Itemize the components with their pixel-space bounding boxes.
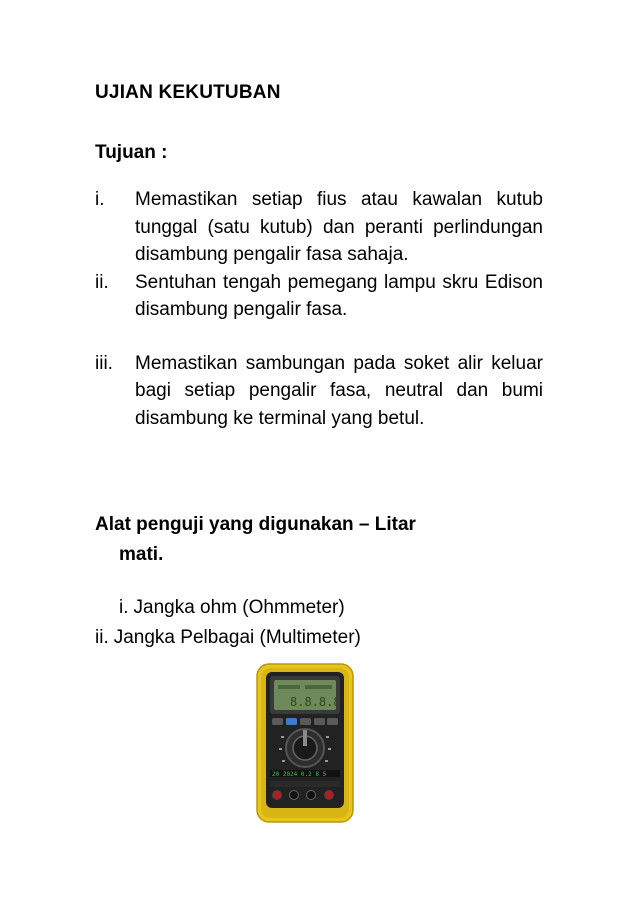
list-marker: ii.	[95, 271, 109, 293]
tools-list	[95, 593, 361, 653]
list-item-text: Jangka ohm (Ohmmeter)	[133, 597, 345, 618]
list-item-text: Memastikan sambungan pada soket alir keluar bagi setiap pengalir fasa, neutral dan bumi disambung ke terminal yang betul.	[135, 352, 543, 429]
svg-text:8.8.8.8: 8.8.8.8	[290, 695, 341, 709]
tools-heading-line1: Alat penguji yang digunakan – Litar	[95, 514, 416, 535]
list-item	[95, 593, 361, 623]
page-title: UJIAN KEKUTUBAN	[95, 82, 281, 103]
objectives-list	[95, 186, 543, 432]
multimeter-drawing	[255, 662, 355, 824]
svg-text:20 2024 0.2 8 5: 20 2024 0.2 8 5	[272, 771, 327, 778]
objectives-heading: Tujuan :	[95, 142, 168, 163]
list-item-text: Jangka Pelbagai (Multimeter)	[113, 627, 361, 648]
list-item	[95, 269, 543, 324]
list-item-text: Memastikan setiap fius atau kawalan kutub tunggal (satu kutub) dan peranti perlindungan disambung pengalir fasa sahaja.	[135, 189, 543, 265]
list-marker: ii.	[95, 627, 109, 648]
list-item	[95, 186, 543, 269]
multimeter-icon	[255, 662, 355, 824]
list-item-text: Sentuhan tengah pemegang lampu skru Edison disambung pengalir fasa.	[135, 271, 543, 320]
list-item	[95, 623, 361, 653]
tools-heading	[95, 510, 555, 570]
list-marker: i.	[119, 597, 129, 618]
tools-heading-line2: mati.	[119, 544, 164, 565]
list-item	[95, 350, 543, 433]
list-marker: iii.	[95, 352, 113, 374]
list-marker: i.	[95, 189, 105, 210]
